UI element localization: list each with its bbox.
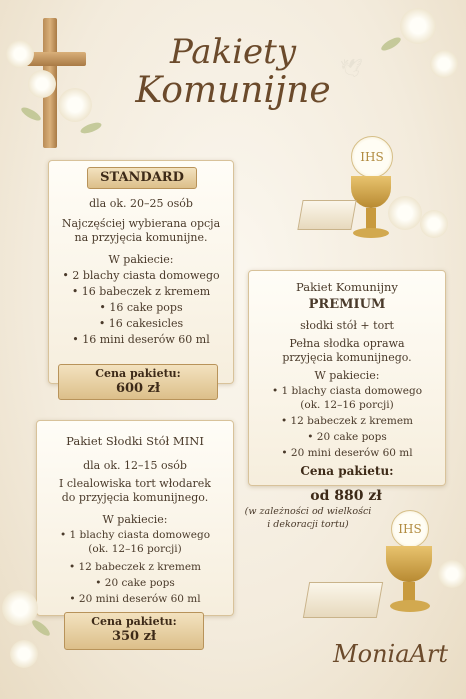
page-title-line1: Pakiety [169,32,297,72]
standard-guests: dla ok. 20–25 osób [89,197,193,210]
premium-desc1: Pełna słodka oprawa [289,337,405,350]
leaf-icon [30,618,52,638]
standard-desc2: na przyjęcia komunijne. [74,231,208,244]
premium-price: od 880 zł [310,488,382,504]
premium-item: (ok. 12–16 porcji) [300,399,394,411]
premium-price-label: Cena pakietu: [300,464,394,478]
standard-package-card [48,160,234,384]
lily-flower-icon [10,640,38,668]
mini-item: • 20 cake pops [95,577,175,589]
host-icon: IHS [351,136,393,178]
mini-includes-label: W pakiecie: [102,513,168,526]
standard-item: • 16 babeczek z kremem [71,285,211,298]
premium-item: • 20 mini deserów 60 ml [281,447,413,459]
standard-item: • 2 blachy ciasta domowego [62,269,220,282]
lily-flower-icon [388,196,422,230]
book-icon [303,582,383,618]
lily-flower-icon [420,210,448,238]
standard-item: • 16 mini deserów 60 ml [72,333,210,346]
premium-sub: słodki stół + tort [300,319,394,332]
standard-item: • 16 cakesicles [98,317,184,330]
standard-label: STANDARD [87,167,197,189]
chalice-base-icon [353,228,389,238]
mini-price-label: Cena pakietu: [91,615,177,628]
mini-item: • 12 babeczek z kremem [68,561,202,573]
mini-price-ribbon [64,612,204,650]
premium-package-card [248,270,446,486]
chalice-icon [351,176,391,208]
standard-desc1: Najczęściej wybierana opcja [61,217,221,230]
mini-package-card [36,420,234,616]
lily-flower-icon [438,560,466,588]
host-icon: IHS [391,510,429,548]
standard-price: 600 zł [115,381,161,396]
standard-item: • 16 cake pops [99,301,183,314]
mini-guests: dla ok. 12–15 osób [83,459,187,472]
mini-desc2: do przyjęcia komunijnego. [61,491,209,504]
mini-item: • 20 mini deserów 60 ml [69,593,201,605]
premium-heading: Pakiet Komunijny [296,280,398,294]
page-title-line2: Komunijne [135,70,331,111]
chalice-icon [386,546,432,582]
dove-icon: 🕊 [340,58,363,79]
mini-price: 350 zł [111,629,157,644]
premium-desc2: przyjęcia komunijnego. [282,351,412,364]
mini-heading: Pakiet Słodki Stół MINI [66,434,204,448]
leaf-icon [79,120,102,135]
standard-price-ribbon [58,364,218,400]
standard-price-label: Cena pakietu: [95,367,181,380]
book-icon [297,200,356,230]
mini-desc1: I clealowiska tort włodarek [59,477,211,490]
premium-note1: (w zależności od wielkości [244,506,372,517]
premium-item: • 20 cake pops [307,431,387,443]
premium-includes-label: W pakiecie: [314,369,380,382]
premium-label: PREMIUM [308,297,386,312]
premium-item: • 1 blachy ciasta domowego [271,385,423,397]
mini-item: • 1 blachy ciasta domowego [59,529,211,541]
signature: MoniaArt [333,640,448,668]
premium-note2: i dekoracji tortu) [267,519,349,530]
premium-item: • 12 babeczek z kremem [280,415,414,427]
chalice-stem-icon [366,208,376,230]
standard-includes-label: W pakiecie: [108,253,174,266]
mini-item: (ok. 12–16 porcji) [88,543,182,555]
chalice-base-icon [390,600,430,612]
